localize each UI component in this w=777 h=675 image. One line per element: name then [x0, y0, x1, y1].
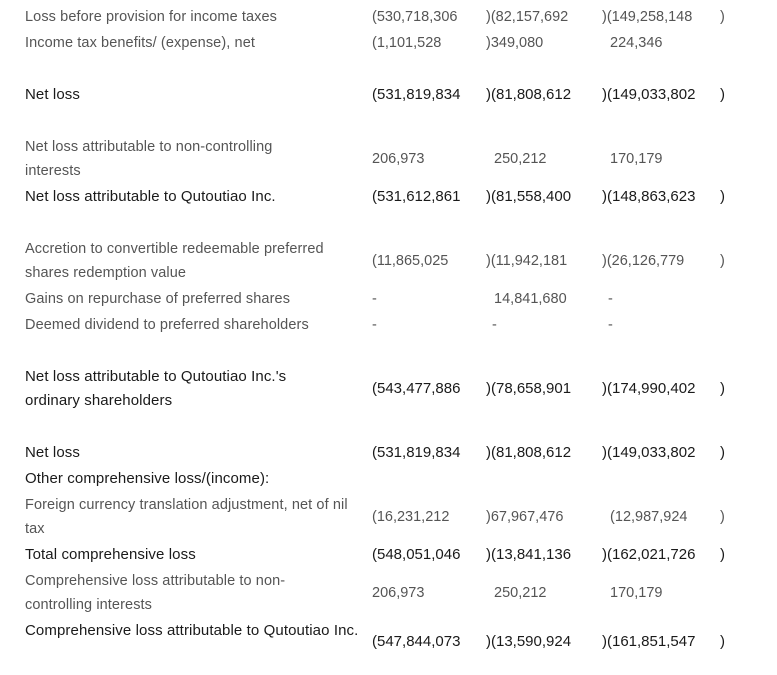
value-cell: (543,477,886	[372, 380, 461, 397]
row-label: Net loss attributable to Qutoutiao Inc.'s ordinary shareholders	[25, 368, 287, 409]
row-label: Net loss attributable to non-controlling interests	[25, 139, 273, 179]
value-cell: )(81,808,612	[486, 86, 572, 103]
value-cell: (531,612,861	[372, 188, 461, 205]
row-label: Deemed dividend to preferred shareholders	[25, 317, 309, 333]
value-cell: -	[372, 317, 377, 333]
table-row	[0, 31, 777, 55]
value-cell: )(26,126,779	[602, 253, 685, 269]
table-row	[0, 619, 777, 667]
value-cell: )	[720, 9, 725, 25]
value-cell: )349,080	[486, 35, 544, 51]
value-cell: 250,212	[486, 151, 547, 167]
table-row	[0, 543, 777, 567]
value-cell: )(13,841,136	[486, 546, 572, 563]
value-cell: (16,231,212	[372, 509, 450, 525]
table-row	[0, 5, 777, 29]
value-cell: -	[608, 317, 613, 333]
value-cell: )(149,033,802	[602, 444, 696, 461]
row-label: Foreign currency translation adjustment, net of nil tax	[25, 497, 348, 537]
table-row	[0, 135, 777, 183]
value-cell: 206,973	[372, 151, 425, 167]
table-row	[0, 467, 777, 491]
value-cell: )67,967,476	[486, 509, 564, 525]
table-row	[0, 313, 777, 337]
value-cell: )(162,021,726	[602, 546, 696, 563]
value-cell: (547,844,073	[372, 633, 461, 650]
value-cell: (548,051,046	[372, 546, 461, 563]
value-cell: )	[720, 509, 725, 525]
row-label: Other comprehensive loss/(income):	[25, 470, 270, 487]
row-label: Total comprehensive loss	[25, 546, 196, 563]
value-cell: 170,179	[602, 151, 663, 167]
row-label: Net loss	[25, 444, 80, 461]
row-label: Income tax benefits/ (expense), net	[25, 35, 255, 51]
value-cell: )(82,157,692	[486, 9, 569, 25]
value-cell: )	[720, 633, 725, 650]
value-cell: (11,865,025	[372, 253, 449, 269]
value-cell: (1,101,528	[372, 35, 442, 51]
value-cell: (530,718,306	[372, 9, 458, 25]
value-cell: -	[492, 317, 497, 333]
value-cell: )	[720, 546, 725, 563]
table-row	[0, 287, 777, 311]
value-cell: (531,819,834	[372, 444, 461, 461]
row-label: Comprehensive loss attributable to Qutoutiao Inc.	[25, 622, 359, 639]
row-label: Gains on repurchase of preferred shares	[25, 291, 291, 307]
value-cell: 170,179	[602, 585, 663, 601]
value-cell: )(149,033,802	[602, 86, 696, 103]
table-row	[0, 83, 777, 107]
value-cell: 250,212	[486, 585, 547, 601]
value-cell: -	[608, 291, 613, 307]
value-cell: )(11,942,181	[486, 253, 568, 269]
value-cell: )	[720, 380, 725, 397]
value-cell: )	[720, 444, 725, 461]
value-cell: )(13,590,924	[486, 633, 572, 650]
value-cell: 14,841,680	[486, 291, 567, 307]
row-label: Net loss attributable to Qutoutiao Inc.	[25, 188, 276, 205]
value-cell: -	[372, 291, 377, 307]
table-row	[0, 365, 777, 413]
value-cell: )	[720, 188, 725, 205]
value-cell: )(161,851,547	[602, 633, 696, 650]
table-row	[0, 493, 777, 541]
table-row	[0, 185, 777, 209]
value-cell: 224,346	[602, 35, 663, 51]
table-row	[0, 237, 777, 285]
row-label: Accretion to convertible redeemable preferred shares redemption value	[25, 241, 324, 281]
value-cell: 206,973	[372, 585, 425, 601]
table-row	[0, 441, 777, 465]
table-row	[0, 569, 777, 617]
row-label: Comprehensive loss attributable to non-controlling interests	[25, 573, 286, 613]
value-cell: )(81,558,400	[486, 188, 572, 205]
value-cell: )(149,258,148	[602, 9, 693, 25]
value-cell: )(148,863,623	[602, 188, 696, 205]
value-cell: )	[720, 253, 725, 269]
value-cell: )	[720, 86, 725, 103]
value-cell: )(174,990,402	[602, 380, 696, 397]
row-label: Loss before provision for income taxes	[25, 9, 278, 25]
value-cell: (12,987,924	[602, 509, 688, 525]
row-label: Net loss	[25, 86, 80, 103]
value-cell: )(78,658,901	[486, 380, 572, 397]
value-cell: (531,819,834	[372, 86, 461, 103]
value-cell: )(81,808,612	[486, 444, 572, 461]
